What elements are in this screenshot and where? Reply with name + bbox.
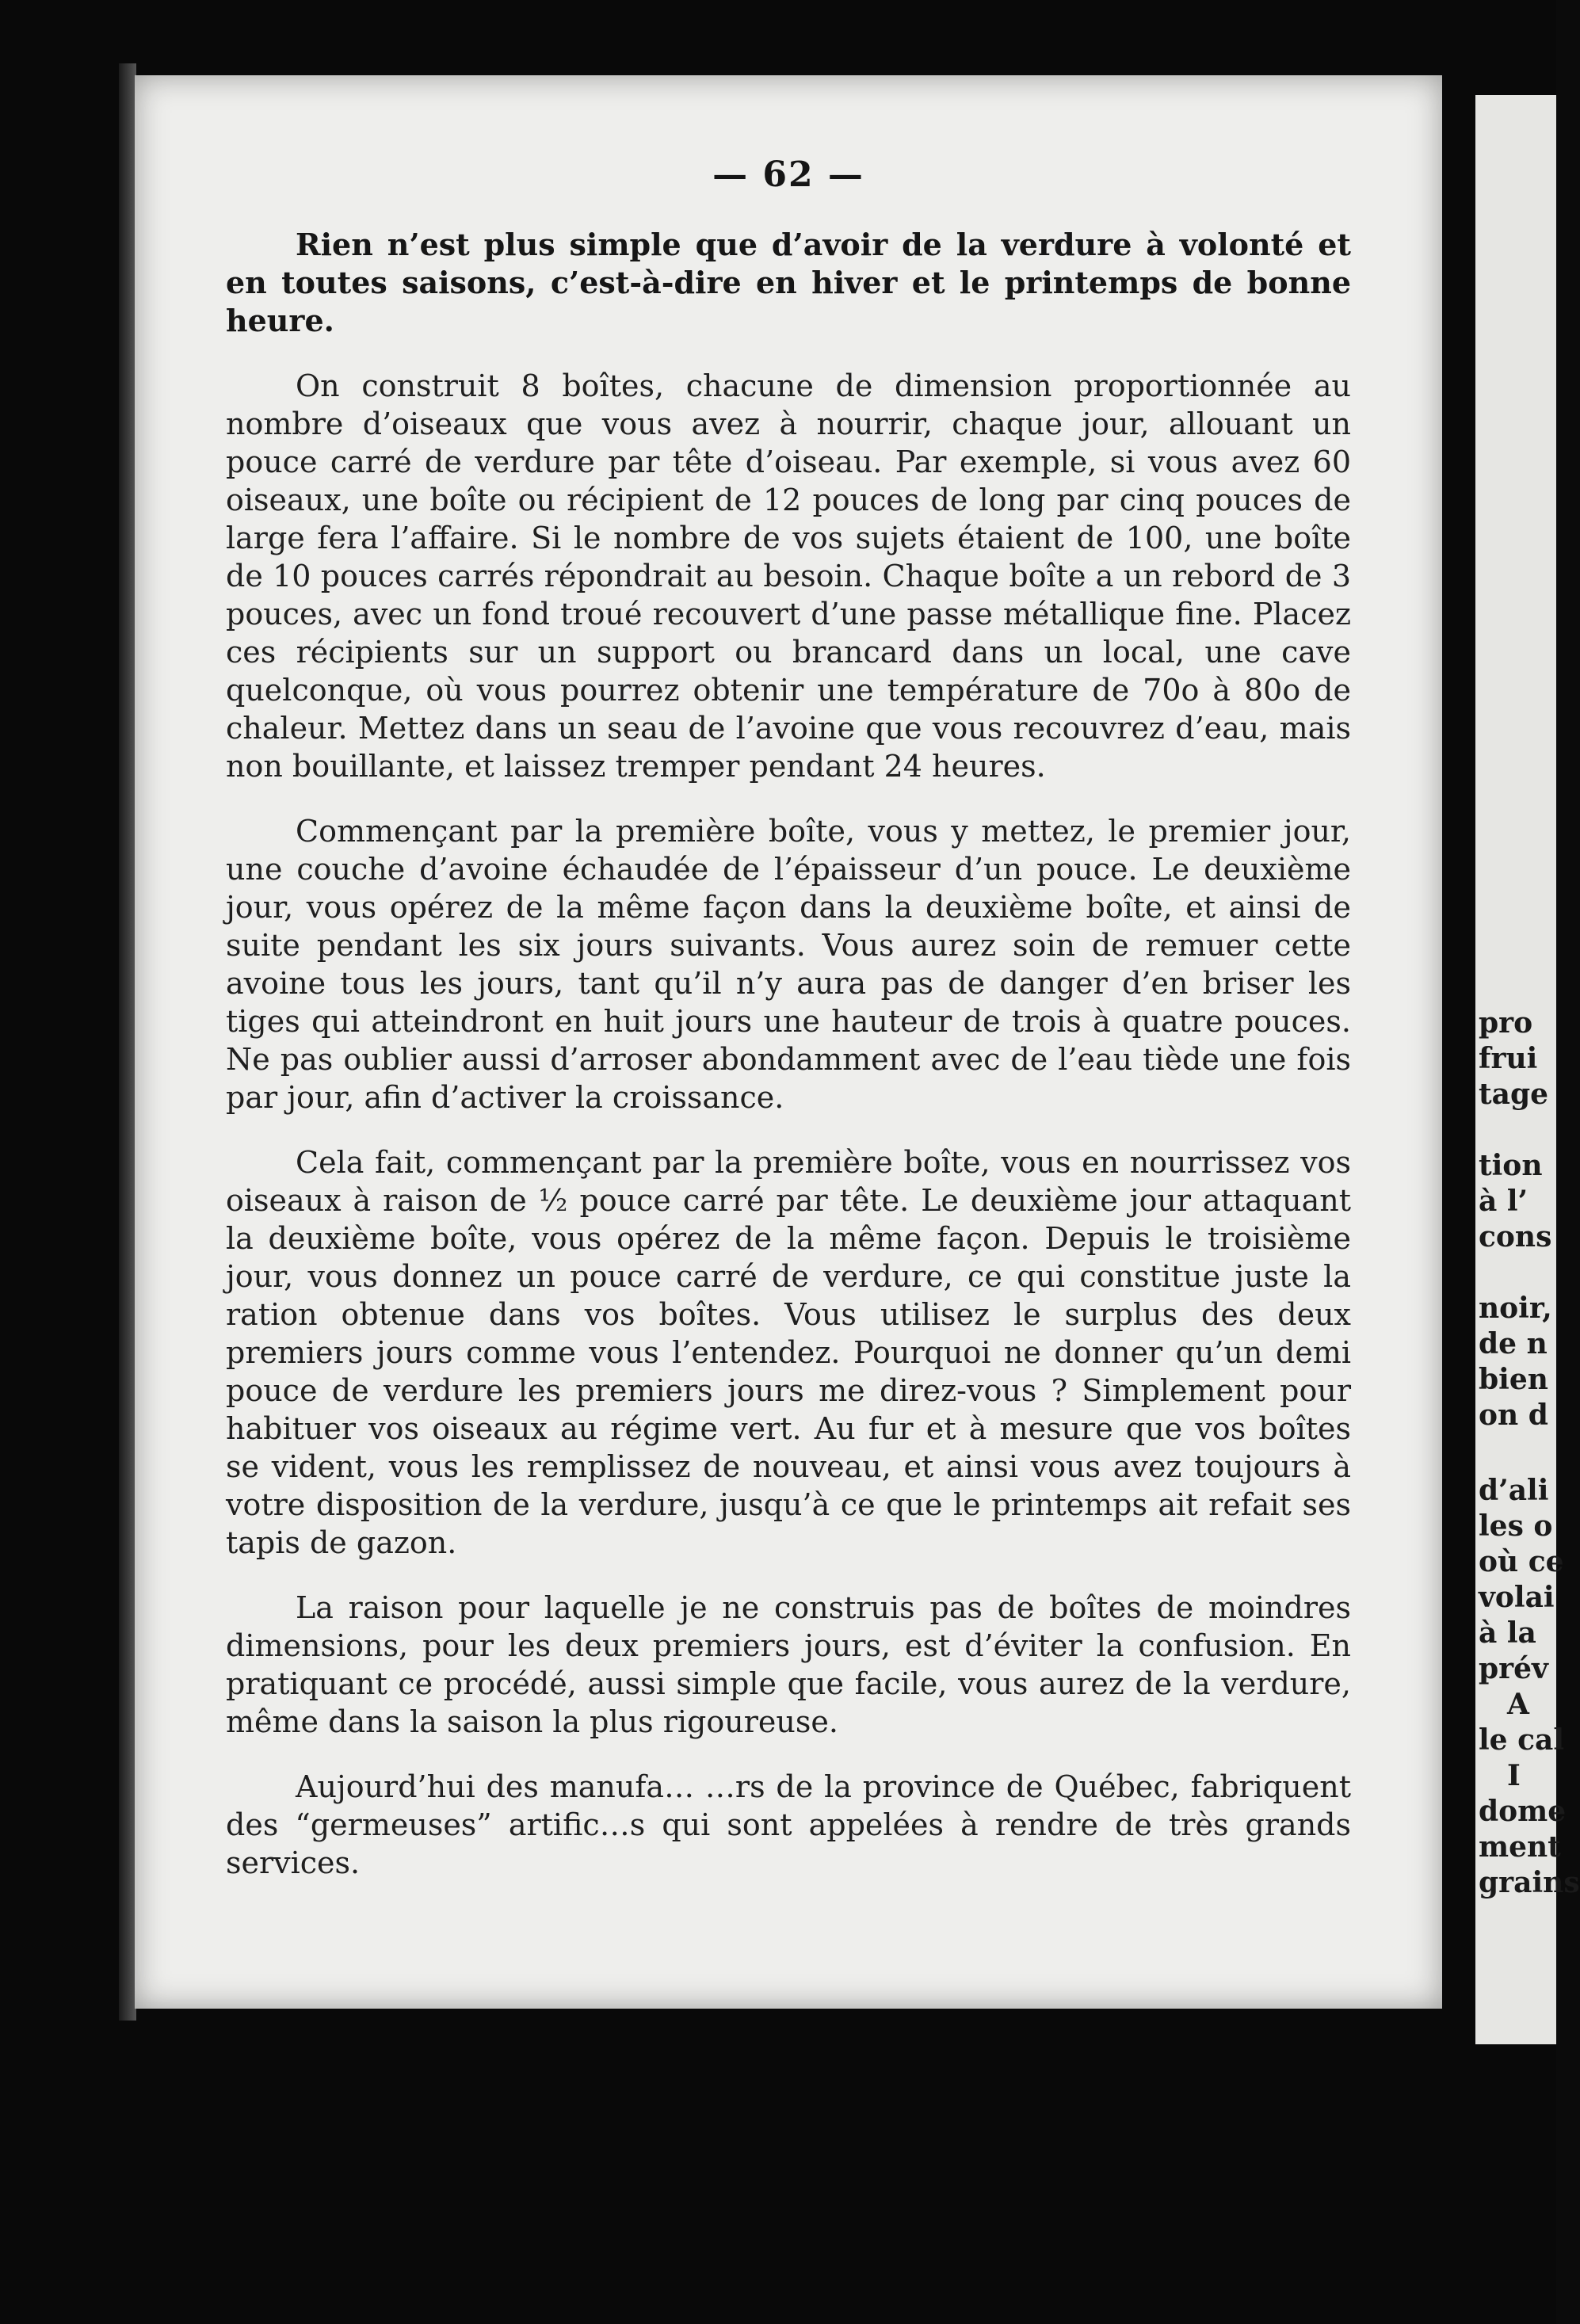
page-number: — 62 — (712, 155, 864, 195)
neighbor-fragment: d’ali (1479, 1474, 1549, 1507)
page-body (226, 226, 1351, 1909)
neighbor-fragment: pro (1479, 1006, 1533, 1040)
neighbor-page-strip (1475, 95, 1580, 2044)
paragraph-1: Rien n’est plus simple que d’avoir de la verdure à volonté et en toutes saisons, c’est-à-dire en hiver et le printemps de bonne heure. (226, 227, 1351, 338)
paragraph-5: La raison pour laquelle je ne construis pas de boîtes de moindres dimensions, pour les deux premiers jours, est d’éviter la confusion. En pratiquant ce procédé, aussi simple que facile, vous aurez de la verdure, même dans la saison la plus rigoureuse. (226, 1590, 1351, 1739)
neighbor-fragment: les o (1479, 1509, 1553, 1543)
neighbor-fragment: frui (1479, 1042, 1538, 1075)
neighbor-fragment: volai (1479, 1581, 1555, 1614)
neighbor-fragment: A (1507, 1688, 1529, 1721)
document-page (135, 75, 1442, 2009)
neighbor-fragment: noir, (1479, 1292, 1552, 1325)
neighbor-fragment: le cal (1479, 1723, 1565, 1757)
neighbor-fragment: à l’ (1479, 1185, 1528, 1218)
neighbor-fragment: prév (1479, 1652, 1548, 1685)
paragraph-6: Aujourd’hui des manufa… …rs de la province de Québec, fabriquent des “germeuses” artific…s qui sont appelées à rendre de très grands services. (226, 1769, 1351, 1880)
neighbor-fragment: où ce (1479, 1545, 1564, 1578)
neighbor-fragment: I (1507, 1759, 1521, 1792)
neighbor-fragment: dome (1479, 1795, 1567, 1828)
neighbor-fragment: de n (1479, 1327, 1548, 1360)
neighbor-fragment: à la (1479, 1616, 1536, 1650)
neighbor-fragment: ment (1479, 1830, 1561, 1864)
paragraph-2: On construit 8 boîtes, chacune de dimension proportionnée au nombre d’oiseaux que vous avez à nourrir, chaque jour, allouant un pouce carré de verdure par tête d’oiseau. Par exemple, si vous avez 60 oiseaux, une boîte ou récipient de 12 pouces de long par cinq pouces de large fera l’affaire. Si le nombre de vos sujets étaient de 100, une boîte de 10 pouces carrés répondrait au besoin. Chaque boîte a un rebord de 3 pouces, avec un fond troué recouvert d’une passe métallique fine. Placez ces récipients sur un support ou brancard dans un local, une cave quelconque, où vous pourrez obtenir une température de 70o à 80o de chaleur. Mettez dans un seau de l’avoine que vous recouvrez d’eau, mais non bouillante, et laissez tremper pendant 24 heures. (226, 368, 1351, 784)
neighbor-fragment: bien (1479, 1363, 1548, 1396)
book-spine-edge (119, 63, 136, 2021)
neighbor-fragment: grains (1479, 1866, 1580, 1899)
paragraph-4: Cela fait, commençant par la première boîte, vous en nourrissez vos oiseaux à raison de ½ pouce carré par tête. Le deuxième jour attaquant la deuxième boîte, vous opérez de la même façon. Depuis le troisième jour, vous donnez un pouce carré de verdure, ce qui constitue juste la ration obtenue dans vos boîtes. Vous utilisez le surplus des deux premiers jours comme vous l’entendez. Pourquoi ne donner qu’un demi pouce de verdure les premiers jours me direz-vous ? Simplement pour habituer vos oiseaux au régime vert. Au fur et à mesure que vos boîtes se vident, vous les remplissez de nouveau, et ainsi vous avez toujours à votre disposition de la verdure, jusqu’à ce que le printemps ait refait ses tapis de gazon. (226, 1145, 1351, 1560)
paragraph-3: Commençant par la première boîte, vous y mettez, le premier jour, une couche d’avoine échaudée de l’épaisseur d’un pouce. Le deuxième jour, vous opérez de la même façon dans la deuxième boîte, et ainsi de suite pendant les six jours suivants. Vous aurez soin de remuer cette avoine tous les jours, tant qu’il n’y aura pas de danger d’en briser les tiges qui atteindront en huit jours une hauteur de trois à quatre pouces. Ne pas oublier aussi d’arroser abondamment avec de l’eau tiède une fois par jour, afin d’activer la croissance. (226, 814, 1351, 1115)
neighbor-fragment: tion (1479, 1149, 1543, 1182)
neighbor-fragment: cons (1479, 1220, 1552, 1254)
neighbor-fragment: tage (1479, 1078, 1549, 1111)
neighbor-fragment: on d (1479, 1399, 1548, 1432)
